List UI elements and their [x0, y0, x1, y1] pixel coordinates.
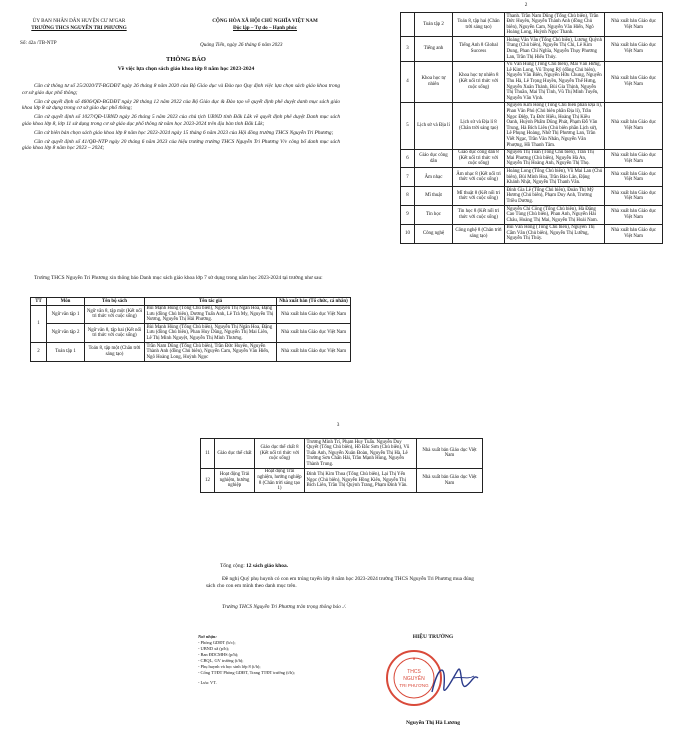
row-publisher: Nhà xuất bản Giáo dục Việt Nam: [605, 149, 663, 168]
row-authors: Trương Minh Trí, Phạm Huy Tuấn. Nguyễn Duy Quyết (Tổng Chủ biên), Hồ Đắc Sơn (Chủ biên), Vũ Tuấn Anh, Nguyễn Xuân Đoàn, Nguyễn Thị Hà, Lê Trường Sơn Chấn Hải, Trần Mạnh Hùng, Nguyễn Thành Trung.: [305, 439, 417, 469]
row-book: Giáo dục công dân 8 (Kết nối tri thức với cuộc sống): [453, 149, 505, 168]
row-authors: Đinh Thị Kim Thoa (Tổng Chủ biên), Lại Thị Yến Ngọc (Chủ biên), Nguyễn Hồng Kiên, Nguyễn Thị Bích Liên, Trần Thị Quỳnh Trang, Phạm Đình Văn.: [305, 468, 417, 492]
row-tt: 12: [201, 468, 215, 492]
table-row: [31, 305, 351, 324]
row-subject: Tiếng anh: [415, 37, 453, 61]
textbook-table-part-1: [30, 297, 351, 362]
signer-name: Nguyễn Thị Hà Lương: [405, 720, 461, 726]
legal-basis-4: Căn cứ biên bản chọn sách giáo khoa lớp 8 năm học 2023-2024 ngày 15 tháng 6 năm 2023 của Hội đồng trường THCS Nguyễn Tri Phương;: [34, 129, 334, 136]
row-book: Hoạt động Trải nghiệm, hướng nghiệp 8 (Chân trời sáng tạo 1): [255, 468, 305, 492]
row-authors: Bùi Mạnh Hùng (Tổng Chủ biên), Nguyễn Thị Ngân Hoa, Đặng Lưu (đồng Chủ biên), Phan Huy Dũng, Nguyễn Thị Mai Liên, Lê Thị Minh Nguyệt, Nguyễn Thị Minh Thương.: [145, 324, 277, 343]
table-row: [31, 324, 351, 343]
row-book: Giáo dục thể chất 8 (Kết nối tri thức với cuộc sống): [255, 439, 305, 469]
row-subject: Toán tập 2: [415, 13, 453, 37]
recipient-item: - Cổng TTĐT Phòng GDĐT, Trang TTĐT trường (t/h);: [198, 670, 295, 675]
table-row: [401, 61, 663, 102]
seal-line-1: THCS: [407, 669, 421, 675]
document-subtitle: Về việc lựa chọn sách giáo khoa lớp 8 năm học 2023-2024: [117, 66, 255, 72]
seal-line-3: TRI PHƯƠNG: [399, 683, 429, 688]
document-title: THÔNG BÁO: [166, 56, 206, 63]
row-tt: 9: [401, 206, 415, 225]
row-tt: 4: [401, 61, 415, 102]
total-line: [220, 563, 288, 569]
issuer-line-1: ỦY BAN NHÂN DÂN HUYỆN CƯ M'GAR: [32, 18, 126, 24]
document-page-1: [0, 0, 372, 412]
row-publisher: Nhà xuất bản Giáo dục Việt Nam: [417, 468, 483, 492]
row-book: Toán 8, tập một (Chân trời sáng tạo): [85, 343, 145, 362]
row-subject: Ngữ văn tập 2: [47, 324, 85, 343]
row-book: Ngữ văn 8, tập một (Kết nối tri thức với cuộc sống): [85, 305, 145, 324]
row-publisher: Nhà xuất bản Giáo dục Việt Nam: [605, 187, 663, 206]
row-subject: Hoạt động Trải nghiệm, hướng nghiệp: [215, 468, 255, 492]
table-row: [401, 168, 663, 187]
legal-basis-2: Căn cứ quyết định số 4606/QĐ-BGDĐT ngày 28 tháng 12 năm 2022 của Bộ Giáo dục & Đào tạo về quyết định phê duyệt danh mục sách giáo khoa lớp 8 sử dụng trong cơ sở giáo dục phổ thông;: [22, 98, 340, 112]
document-page-2: [376, 0, 676, 412]
row-authors: Thanh. Trần Nam Dũng (Tổng Chủ biên), Trần Đức Huyên, Nguyễn Thành Anh (đồng Chủ biên), Nguyễn Cam, Nguyễn Văn Hiển, Ngô Hoàng Long, Huỳnh Ngọc Thanh.: [505, 13, 605, 37]
row-authors: Bùi Mạnh Hùng (Tổng Chủ biên), Nguyễn Thị Ngân Hoa, Đặng Lưu (đồng Chủ biên), Dương Tuấn Anh, Lê Trà My, Nguyễn Thị Nương, Nguyễn Thị Hải Phương.: [145, 305, 277, 324]
row-tt: 10: [401, 224, 415, 243]
row-book: Ngữ văn 8, tập hai (Kết nối tri thức với cuộc sống): [85, 324, 145, 343]
row-tt: 7: [401, 168, 415, 187]
row-authors: Vũ Văn Hùng (Tổng Chủ biên), Mai Văn Hưng, Lê Kim Long, Vũ Trọng Rỹ (đồng Chủ biên), Nguyễn Văn Biên, Nguyễn Hữu Chung, Nguyễn Thu Hà, Lê Trọng Huyền, Nguyễn Thế Hưng, Nguyễn Xuân Thành, Bùi Gia Thịnh, Nguyễn Thị Thuần, Mai Thị Tình, Vũ Thị Minh Tuyến, Nguyễn Văn Vịnh.: [505, 61, 605, 102]
national-motto-1: CỘNG HÒA XÃ HỘI CHỦ NGHĨA VIỆT NAM: [212, 18, 318, 24]
table-header-row: [31, 298, 351, 306]
svg-text:★: ★: [412, 656, 416, 661]
textbook-table-part-2: [400, 12, 663, 244]
header-tt: TT: [31, 298, 47, 306]
textbook-table-part-3: [200, 438, 483, 493]
signer-title: HIỆU TRƯỞNG: [412, 634, 454, 640]
row-subject: Giáo dục công dân: [415, 149, 453, 168]
recipients-block: [198, 634, 348, 686]
row-subject: Lịch sử và Địa lí: [415, 102, 453, 149]
row-tt: 3: [401, 37, 415, 61]
legal-basis-1: Căn cứ thông tư số 25/2020/TT-BGDĐT ngày 26 tháng 8 năm 2020 của Bộ Giáo dục và Đào tạo Quy định việc lựa chọn sách giáo khoa trong cơ sở giáo dục phổ thông;: [22, 83, 340, 96]
row-publisher: Nhà xuất bản Giáo dục Việt Nam: [605, 102, 663, 149]
legal-basis-3: Căn cứ quyết định số 1027/QĐ-UBND ngày 26 tháng 5 năm 2023 của chủ tịch UBND tỉnh Đắk Lắk về quyết định phê duyệt Danh mục sách giáo khoa lớp 8, lớp 11 sử dụng trong cơ sở giáo dục phổ thông từ năm học 2023-2024 trên địa bàn tỉnh Đắk Lắk;: [22, 114, 340, 127]
table-row: [401, 206, 663, 225]
document-page-3: [178, 422, 498, 732]
recipient-item: - CBQL, GV trường (t/h);: [198, 658, 244, 663]
row-book: Công nghệ 8 (Chân trời sáng tạo): [453, 224, 505, 243]
row-publisher: Nhà xuất bản Giáo dục Việt Nam: [605, 37, 663, 61]
row-tt: 11: [201, 439, 215, 469]
row-book: Toán 8, tập hai (Chân trời sáng tạo): [453, 13, 505, 37]
row-subject: Mĩ thuật: [415, 187, 453, 206]
row-authors: Hoàng Văn Vân (Tổng Chủ biên), Lương Quỳnh Trang (Chủ biên), Nguyễn Thị Chi, Lê Kim Dung, Phan Chí Nghĩa, Nguyễn Thụy Phương Lan, Trần Thị Hiếu Thủy.: [505, 37, 605, 61]
row-publisher: Nhà xuất bản Giáo dục Việt Nam: [277, 305, 351, 324]
row-subject: Giáo dục thể chất: [215, 439, 255, 469]
table-row: [401, 13, 663, 37]
row-authors: Đinh Gia Lê (Tổng Chủ biên), Đoàn Thị Mỹ Hương (Chủ biên), Phạm Duy Anh, Trương Triều Dương.: [505, 187, 605, 206]
row-subject: Tin học: [415, 206, 453, 225]
row-subject: Toán tập 1: [47, 343, 85, 362]
row-tt: 2: [31, 343, 47, 362]
issuer-line-2: TRƯỜNG THCS NGUYỄN TRI PHƯƠNG: [31, 24, 127, 31]
row-tt: 1: [31, 305, 47, 343]
national-motto-2: Độc lập – Tự do – Hạnh phúc: [233, 24, 297, 31]
document-number: Số: 42a /TB-NTP: [20, 40, 57, 46]
table-row: [401, 224, 663, 243]
intro-text: Trường THCS Nguyễn Tri Phương xin thông báo Danh mục sách giáo khoa lớp 7 sử dụng trong năm học 2023-2024 tại trường như sau:: [34, 275, 323, 281]
recipient-item: - Phụ huynh và học sinh lớp 8 (t/h);: [198, 664, 261, 669]
header-book: Tên bộ sách: [85, 298, 145, 306]
request-text: Đề nghị Quý phụ huynh có con em trúng tuyển lớp 8 năm học 2023-2024 trường THCS Nguyễn Tri Phương mua đúng sách cho con em mình theo danh mục trên.: [206, 576, 474, 589]
row-subject: Âm nhạc: [415, 168, 453, 187]
recipient-item: - Ban ĐDCMHS (p/h);: [198, 652, 239, 657]
document-date: Quảng Tiến, ngày 26 tháng 6 năm 2023: [200, 42, 283, 48]
row-authors: Nguyễn Kim Hồng (Tổng Chủ biên phần Địa lí), Phan Văn Phú (Chủ biên phần Địa lí), Trần Ngọc Điệp, Tạ Đức Hiếu, Hoàng Thị Kiều Oanh, Huỳnh Phẩm Dũng Phát, Phạm Đỗ Văn Trung, Hà Bích Liên (Chủ biên phần Lịch sử), Lê Phụng Hoàng, Nhữ Thị Phương Lan, Trần Viết Ngạc, Trần Văn Nhân, Nguyễn Văn Phượng, Hồ Thanh Tâm.: [505, 102, 605, 149]
row-publisher: Nhà xuất bản Giáo dục Việt Nam: [605, 13, 663, 37]
page-number-3: 3: [336, 422, 340, 428]
row-authors: Nguyễn Chí Công (Tổng Chủ biên), Hà Đặng Cao Tùng (Chủ biên), Phan Anh, Nguyễn Hải Châu, Hoàng Thị Mai, Nguyễn Thị Hoài Nam.: [505, 206, 605, 225]
closing-notice: Trường THCS Nguyễn Tri Phương trân trọng thông báo ./.: [222, 604, 347, 610]
row-tt: 5: [401, 102, 415, 149]
legal-basis-5: Căn cứ quyết định số 41/QĐ-NTP ngày 20 tháng 6 năm 2023 của hiệu trưởng trường THCS Nguyễn Tri Phương V/v công bố danh mục sách giáo khoa lớp 8 năm học 2023 – 2024;: [22, 138, 340, 152]
table-row: [201, 468, 483, 492]
recipient-item: - Lưu: VT.: [198, 680, 217, 685]
row-book: Lịch sử và Địa lí 8 (Chân trời sáng tạo): [453, 102, 505, 149]
row-publisher: Nhà xuất bản Giáo dục Việt Nam: [277, 324, 351, 343]
recipients-label: Nơi nhận:: [198, 634, 217, 639]
row-tt: 8: [401, 187, 415, 206]
row-book: Mĩ thuật 8 (Kết nối tri thức với cuộc sống): [453, 187, 505, 206]
row-subject: Ngữ văn tập 1: [47, 305, 85, 324]
row-book: Âm nhạc 8 (Kết nối tri thức với cuộc sống): [453, 168, 505, 187]
row-authors: Nguyễn Thị Toan (Tổng Chủ biên), Trần Thị Mai Phương (Chủ biên), Nguyễn Hà An, Nguyễn Thị Hoàng Anh, Nguyễn Thị Thọ.: [505, 149, 605, 168]
row-publisher: Nhà xuất bản Giáo dục Việt Nam: [605, 168, 663, 187]
issuer-header: [4, 18, 154, 31]
row-tt: 6: [401, 149, 415, 168]
header-subject: Môn: [47, 298, 85, 306]
page-number-2: 2: [524, 2, 528, 8]
table-row: [31, 343, 351, 362]
header-authors: Tên tác giả: [145, 298, 277, 306]
table-row: [401, 37, 663, 61]
row-publisher: Nhà xuất bản Giáo dục Việt Nam: [605, 224, 663, 243]
table-row: [401, 187, 663, 206]
total-count: 12 sách giáo khoa.: [246, 563, 288, 569]
row-book: Tin học 8 (Kết nối tri thức với cuộc sống): [453, 206, 505, 225]
recipient-item: - Phòng GDĐT (b/c);: [198, 640, 236, 645]
row-publisher: Nhà xuất bản Giáo dục Việt Nam: [605, 61, 663, 102]
row-book: Khoa học tự nhiên 8 (Kết nối tri thức với cuộc sống): [453, 61, 505, 102]
row-subject: Khoa học tự nhiên: [415, 61, 453, 102]
row-publisher: Nhà xuất bản Giáo dục Việt Nam: [277, 343, 351, 362]
header-publisher: Nhà xuất bản (Tổ chức, cá nhân): [277, 298, 351, 306]
table-row: [401, 149, 663, 168]
row-publisher: Nhà xuất bản Giáo dục Việt Nam: [417, 439, 483, 469]
table-row: [201, 439, 483, 469]
seal-line-2: NGUYỄN: [403, 676, 425, 682]
legal-basis: [22, 83, 340, 154]
row-publisher: Nhà xuất bản Giáo dục Việt Nam: [605, 206, 663, 225]
row-tt: [401, 13, 415, 37]
recipient-item: - UBND xã (p/h);: [198, 646, 230, 651]
table-row: [401, 102, 663, 149]
row-authors: Bùi Văn Hồng (Tổng Chủ biên), Nguyễn Thị Cẩm Vân (Chủ biên), Nguyễn Thị Lưỡng, Nguyễn Thị Thúy.: [505, 224, 605, 243]
row-book: Tiếng Anh 8 Global Success: [453, 37, 505, 61]
row-authors: Hoàng Long (Tổng Chủ biên), Vũ Mai Lan (Chủ biên), Bùi Minh Hoa, Trần Bảo Lân, Đặng Khánh Nhật, Nguyễn Thị Thanh Vân.: [505, 168, 605, 187]
total-prefix: Tổng cộng:: [220, 563, 247, 569]
row-subject: Công nghệ: [415, 224, 453, 243]
signature-icon: [424, 656, 484, 706]
national-header: [160, 18, 370, 31]
row-authors: Trần Nam Dũng (Tổng Chủ biên), Trần Đức Huyên, Nguyễn Thành Anh (đồng Chủ biên), Nguyễn Cam, Nguyễn Văn Hiển, Ngô Hoàng Long, Huỳnh Ngọc: [145, 343, 277, 362]
